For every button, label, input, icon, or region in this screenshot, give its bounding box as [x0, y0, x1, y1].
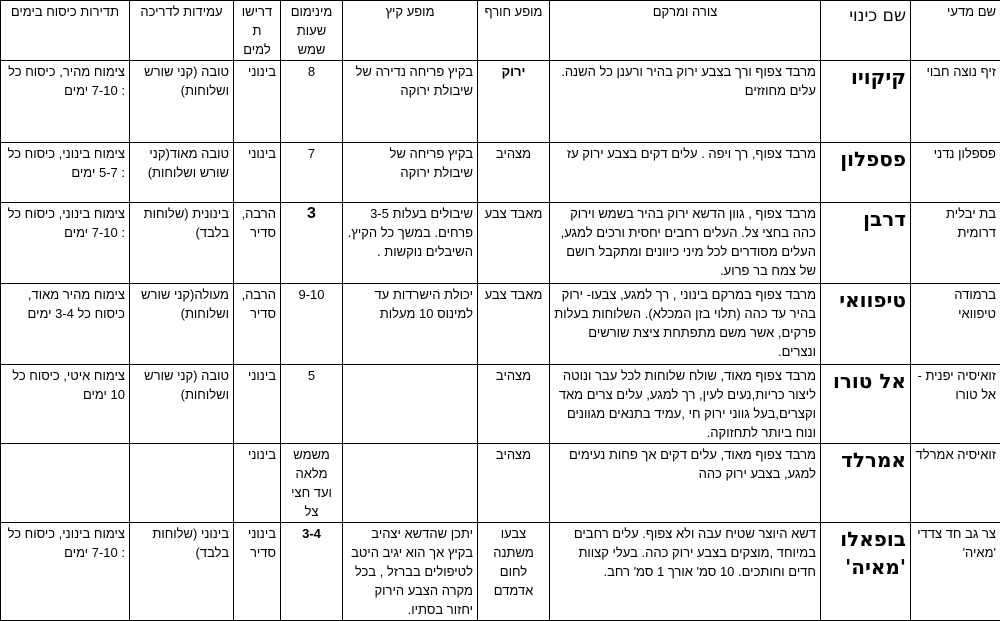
cell-min-sun: 3	[281, 203, 343, 284]
cell-common-name: בופאלו 'מאיה'	[821, 523, 911, 621]
cell-min-sun: 3-4	[281, 523, 343, 621]
cell-water: בינוני	[234, 143, 281, 203]
cell-winter: מאבד צבע	[478, 284, 550, 365]
cell-common-name: אמרלד	[821, 444, 911, 523]
cell-water: בינוני סדיר	[234, 523, 281, 621]
header-common-name: שם כינוי	[821, 1, 911, 61]
cell-scientific-name: פספלון נדני	[911, 143, 1000, 203]
cell-wear: בינוני (שלוחות בלבד)	[130, 523, 234, 621]
header-summer: מופע קיץ	[343, 1, 478, 61]
cell-summer: בקיץ פריחה נדירה של שיבולת ירוקה	[343, 61, 478, 143]
cell-form: דשא היוצר שטיח עבה ולא צפוף. עלים רחבים במיוחד ,מוצקים בצבע ירוק כהה. בעלי קצוות חדים וחותכים. 10 סמ' אורך 1 סמ' רחב.	[550, 523, 821, 621]
cell-form: מרבד צפוף, רך ויפה . עלים דקים בצבע ירוק עז	[550, 143, 821, 203]
table-row	[1, 365, 1000, 444]
cell-mowing: צימוח איטי, כיסוח כל 10 ימים	[1, 365, 130, 444]
cell-water: בינוני	[234, 61, 281, 143]
cell-scientific-name: צר גב חד צדדי 'מאיה'	[911, 523, 1000, 621]
cell-common-name: אל טורו	[821, 365, 911, 444]
cell-wear: מעולה(קני שורש ושלוחות)	[130, 284, 234, 365]
cell-winter: מצהיב	[478, 365, 550, 444]
cell-winter: צבעו משתנה לחום אדמדם	[478, 523, 550, 621]
cell-min-sun: 8	[281, 61, 343, 143]
cell-mowing: צימוח מהיר, כיסוח כל : 7-10 ימים	[1, 61, 130, 143]
cell-wear: טובה (קני שורש ושלוחות)	[130, 61, 234, 143]
table-row	[1, 61, 1000, 143]
header-mowing: תדירות כיסוח בימים	[1, 1, 130, 61]
cell-winter: ירוק	[478, 61, 550, 143]
cell-form: מרבד צפוף , גוון הדשא ירוק בהיר בשמש וירוק כהה בחצי צל. העלים רחבים יחסית ורכים למגע, העלים מסודרים לכל מיני כיוונים ומתקבל רושם של צמח בר פרוע.	[550, 203, 821, 284]
header-winter: מופע חורף	[478, 1, 550, 61]
header-min-sun: מינימום שעות שמש	[281, 1, 343, 61]
table-row	[1, 444, 1000, 523]
cell-wear: בינונית (שלוחות בלבד)	[130, 203, 234, 284]
cell-summer: שיבולים בעלות 3-5 פרחים. במשך כל הקיץ. השיבלים נוקשות .	[343, 203, 478, 284]
header-form: צורה ומרקם	[550, 1, 821, 61]
cell-winter: מאבד צבע	[478, 203, 550, 284]
cell-scientific-name: זואיסיה אמרלד	[911, 444, 1000, 523]
cell-mowing: צימוח בינוני, כיסוח כל : 7-10 ימים	[1, 523, 130, 621]
cell-water: הרבה, סדיר	[234, 284, 281, 365]
cell-wear: טובה מאוד(קני שורש ושלוחות)	[130, 143, 234, 203]
cell-common-name: פספלון	[821, 143, 911, 203]
cell-wear: טובה (קני שורש ושלוחות)	[130, 365, 234, 444]
cell-min-sun: 5	[281, 365, 343, 444]
cell-summer: יכולת הישרדות עד למינוס 10 מעלות	[343, 284, 478, 365]
header-scientific-name: שם מדעי	[911, 1, 1000, 61]
cell-form: מרבד צפוף במרקם בינוני , רך למגע, צבעו- ירוק בהיר עד כהה (תלוי בזן המכלא). השלוחות בעלות פרקים, אשר משם מתפתחת ציצת שורשים ונצרים.	[550, 284, 821, 365]
table-row	[1, 523, 1000, 621]
cell-common-name: קיקויו	[821, 61, 911, 143]
cell-summer	[343, 444, 478, 523]
header-row	[1, 1, 1000, 61]
table-row	[1, 143, 1000, 203]
cell-scientific-name: זיף נוצה חבוי	[911, 61, 1000, 143]
cell-mowing: צימוח בינוני, כיסוח כל : 5-7 ימים	[1, 143, 130, 203]
cell-mowing: צימוח בינוני, כיסוח כל : 7-10 ימים	[1, 203, 130, 284]
header-water: דרישות למים	[234, 1, 281, 61]
cell-scientific-name: בת יבלית דרומית	[911, 203, 1000, 284]
cell-min-sun: משמש מלאה ועד חצי צל	[281, 444, 343, 523]
cell-summer	[343, 365, 478, 444]
cell-form: מרבד צפוף ורך בצבע ירוק בהיר ורענן כל השנה. עלים מחוזזים	[550, 61, 821, 143]
cell-form: מרבד צפוף מאוד, עלים דקים אך פחות נעימים למגע, בצבע ירוק כהה	[550, 444, 821, 523]
cell-water: בינוני	[234, 444, 281, 523]
cell-water: הרבה, סדיר	[234, 203, 281, 284]
cell-common-name: טיפוואי	[821, 284, 911, 365]
cell-mowing	[1, 444, 130, 523]
cell-wear	[130, 444, 234, 523]
cell-summer: יתכן שהדשא יצהיב בקיץ אך הוא יגיב היטב לטיפולים בברזל , בכל מקרה הצבע הירוק יחזור בסתיו.	[343, 523, 478, 621]
cell-min-sun: 7	[281, 143, 343, 203]
cell-scientific-name: זואיסיה יפנית - אל טורו	[911, 365, 1000, 444]
cell-form: מרבד צפוף מאוד, שולח שלוחות לכל עבר ונוטה ליצור כריות,נעים לעין, רך למגע, עלים צרים מאד וקצרים,בעל גווני ירוק חי ,עמיד בתנאים מגוונים ונוח ביותר לתחזוקה.	[550, 365, 821, 444]
cell-scientific-name: ברמודה טיפוואי	[911, 284, 1000, 365]
cell-summer: בקיץ פריחה של שיבולת ירוקה	[343, 143, 478, 203]
cell-common-name: דרבן	[821, 203, 911, 284]
cell-winter: מצהיב	[478, 143, 550, 203]
cell-min-sun: 9-10	[281, 284, 343, 365]
cell-mowing: צימוח מהיר מאוד, כיסוח כל 3-4 ימים	[1, 284, 130, 365]
table-row	[1, 284, 1000, 365]
table-row	[1, 203, 1000, 284]
cell-water: בינוני	[234, 365, 281, 444]
header-wear: עמידות לדריכה	[130, 1, 234, 61]
cell-winter: מצהיב	[478, 444, 550, 523]
